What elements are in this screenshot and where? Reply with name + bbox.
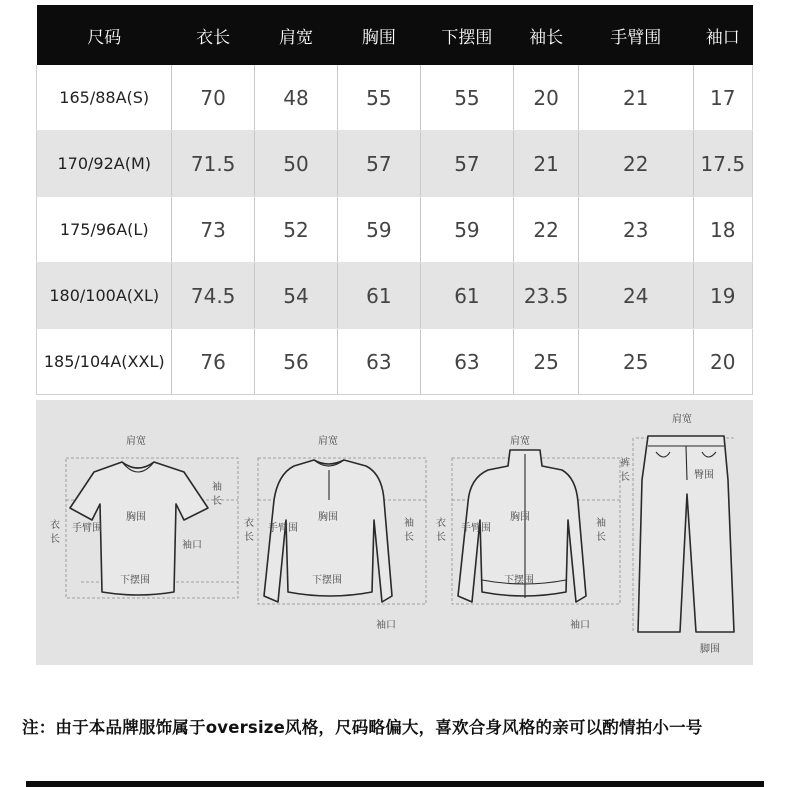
header-size: 尺码 — [37, 5, 172, 65]
cell-value: 22 — [578, 131, 693, 197]
table-row — [37, 329, 753, 395]
tshirt-cuff-label: 袖口 — [182, 540, 202, 551]
tshirt-chest-label: 胸围 — [126, 512, 146, 523]
tshirt-illustration — [50, 434, 238, 598]
table-row — [37, 197, 753, 263]
tshirt-sleeve-label-1: 袖 — [212, 482, 222, 493]
jacket-hem-label: 下摆围 — [504, 575, 534, 586]
longsleeve-shoulder-label: 肩宽 — [318, 436, 338, 447]
header-shoulder: 肩宽 — [254, 5, 337, 65]
cell-size: 170/92A(M) — [37, 131, 172, 197]
header-body-length: 衣长 — [172, 5, 254, 65]
table-row — [37, 263, 753, 329]
measurement-diagram-panel — [36, 400, 753, 665]
table-header-row — [37, 5, 753, 65]
tshirt-length-label-1: 衣 — [50, 520, 60, 531]
cell-value: 56 — [254, 329, 337, 395]
cell-value: 18 — [693, 197, 752, 263]
cell-size: 165/88A(S) — [37, 65, 172, 131]
sizing-note: 注：由于本品牌服饰属于oversize风格，尺码略偏大，喜欢合身风格的亲可以酌情拍小一号 — [22, 718, 703, 737]
longsleeve-length-label-1: 衣 — [244, 518, 254, 529]
table-row — [37, 65, 753, 131]
header-chest: 胸围 — [338, 5, 420, 65]
cell-value: 23 — [578, 197, 693, 263]
header-sleeve-length: 袖长 — [514, 5, 579, 65]
cell-value: 59 — [338, 197, 420, 263]
cell-value: 59 — [420, 197, 514, 263]
cell-value: 76 — [172, 329, 254, 395]
cell-value: 71.5 — [172, 131, 254, 197]
cell-value: 57 — [420, 131, 514, 197]
pants-illustration — [620, 412, 736, 655]
jacket-sleeve-label-1: 袖 — [596, 518, 606, 529]
pants-rise-label-1: 裤 — [620, 458, 630, 469]
cell-value: 63 — [420, 329, 514, 395]
measurement-diagram — [36, 400, 753, 665]
cell-value: 25 — [578, 329, 693, 395]
cell-value: 21 — [578, 65, 693, 131]
pants-hip-label: 臀围 — [694, 470, 714, 481]
cell-value: 63 — [338, 329, 420, 395]
longsleeve-illustration — [244, 434, 426, 631]
cell-value: 50 — [254, 131, 337, 197]
cell-value: 24 — [578, 263, 693, 329]
cell-value: 55 — [420, 65, 514, 131]
cell-value: 52 — [254, 197, 337, 263]
cell-value: 19 — [693, 263, 752, 329]
jacket-illustration — [436, 434, 620, 631]
cell-value: 20 — [514, 65, 579, 131]
tshirt-arm-label: 手臂围 — [72, 523, 102, 534]
longsleeve-arm-label: 手臂围 — [268, 523, 298, 534]
header-arm: 手臂围 — [578, 5, 693, 65]
cell-value: 17.5 — [693, 131, 752, 197]
cell-size: 180/100A(XL) — [37, 263, 172, 329]
cell-value: 61 — [338, 263, 420, 329]
cell-value: 70 — [172, 65, 254, 131]
cell-value: 25 — [514, 329, 579, 395]
jacket-cuff-label: 袖口 — [570, 620, 590, 631]
jacket-sleeve-label-2: 长 — [596, 532, 606, 543]
size-chart-table — [36, 5, 753, 395]
table-row — [37, 131, 753, 197]
pants-leg-opening-label: 脚围 — [700, 644, 720, 655]
cell-value: 74.5 — [172, 263, 254, 329]
longsleeve-sleeve-label-1: 袖 — [404, 518, 414, 529]
cell-value: 57 — [338, 131, 420, 197]
tshirt-shoulder-label: 肩宽 — [126, 436, 146, 447]
longsleeve-length-label-2: 长 — [244, 532, 254, 543]
cell-value: 20 — [693, 329, 752, 395]
longsleeve-chest-label: 胸围 — [318, 512, 338, 523]
bottom-divider — [26, 781, 764, 787]
longsleeve-sleeve-label-2: 长 — [404, 532, 414, 543]
longsleeve-cuff-label: 袖口 — [376, 620, 396, 631]
jacket-length-label-2: 长 — [436, 532, 446, 543]
cell-value: 17 — [693, 65, 752, 131]
cell-value: 73 — [172, 197, 254, 263]
jacket-length-label-1: 衣 — [436, 518, 446, 529]
cell-size: 175/96A(L) — [37, 197, 172, 263]
cell-value: 61 — [420, 263, 514, 329]
cell-value: 55 — [338, 65, 420, 131]
jacket-arm-label: 手臂围 — [461, 523, 491, 534]
jacket-shoulder-label: 肩宽 — [510, 436, 530, 447]
header-cuff: 袖口 — [693, 5, 752, 65]
tshirt-length-label-2: 长 — [50, 534, 60, 545]
cell-value: 22 — [514, 197, 579, 263]
cell-value: 21 — [514, 131, 579, 197]
cell-value: 48 — [254, 65, 337, 131]
tshirt-hem-label: 下摆围 — [120, 575, 150, 586]
header-hem: 下摆围 — [420, 5, 514, 65]
jacket-chest-label: 胸围 — [510, 512, 530, 523]
longsleeve-hem-label: 下摆围 — [312, 575, 342, 586]
tshirt-sleeve-label-2: 长 — [212, 496, 222, 507]
cell-value: 23.5 — [514, 263, 579, 329]
cell-value: 54 — [254, 263, 337, 329]
pants-waist-label: 肩宽 — [672, 414, 692, 425]
cell-size: 185/104A(XXL) — [37, 329, 172, 395]
pants-rise-label-2: 长 — [620, 472, 630, 483]
